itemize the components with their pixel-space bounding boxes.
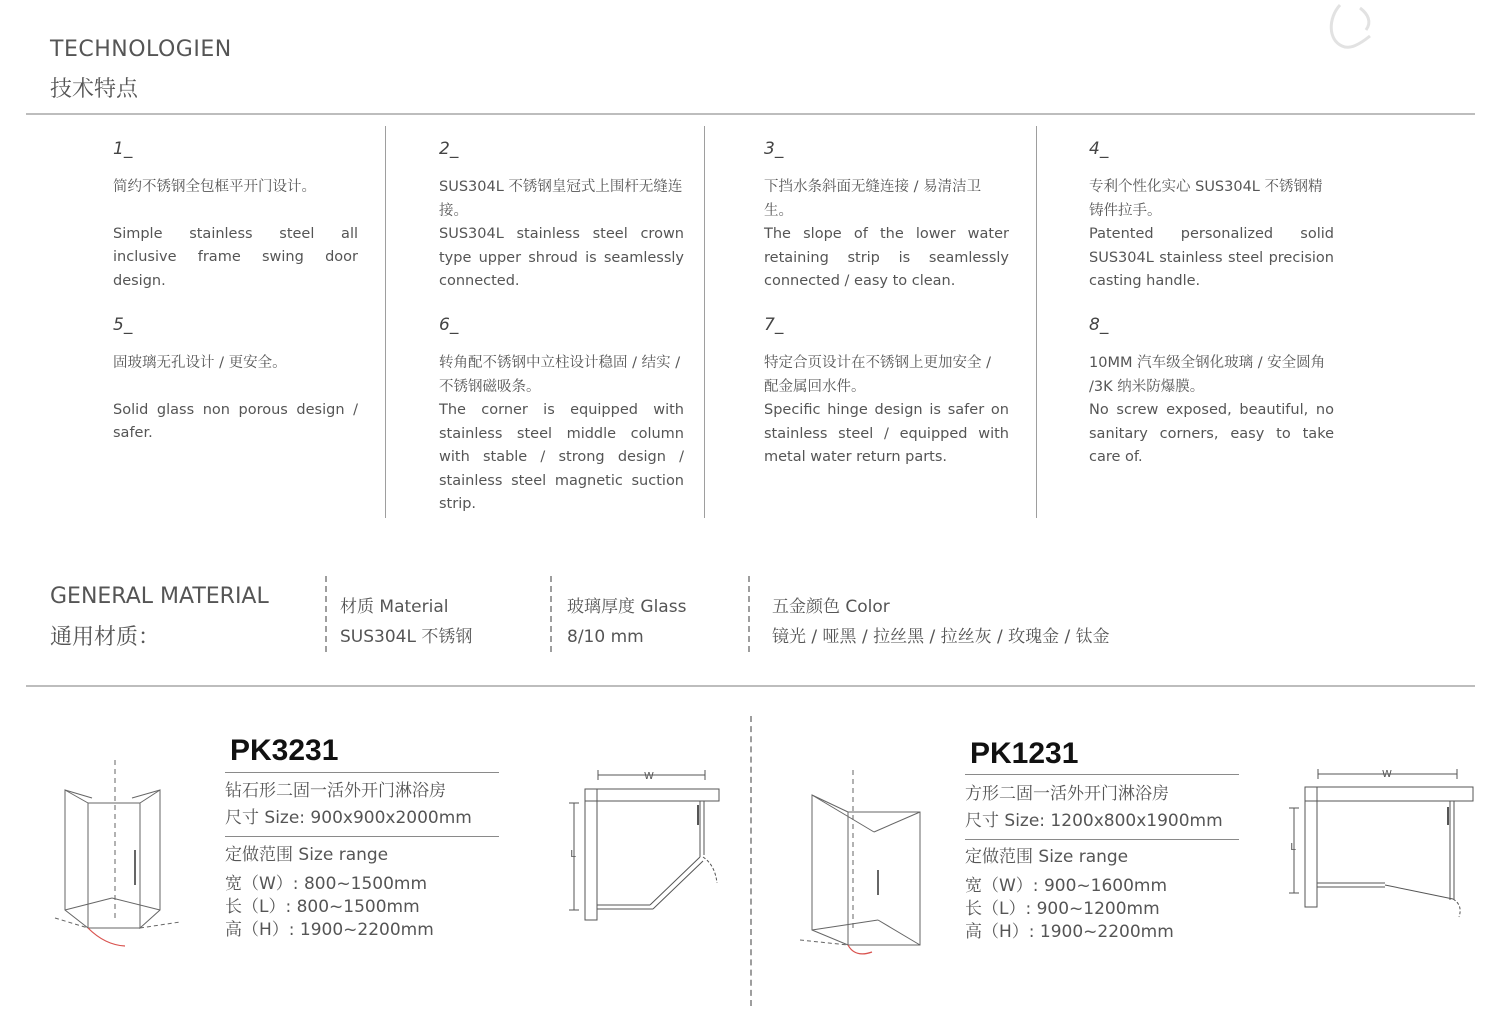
product-divider <box>750 716 752 1006</box>
feature-text-en: Solid glass non porous design / safer. <box>113 401 358 441</box>
feature-item <box>1089 314 1334 470</box>
height-range: 高（H）: 1900~2200mm <box>965 922 1174 942</box>
diamond-shower-plan-drawing <box>565 765 725 925</box>
feature-number: 1_ <box>113 139 133 159</box>
material-column <box>567 592 686 652</box>
square-shower-3d-drawing <box>800 770 940 960</box>
dim-l-label: L <box>570 849 576 860</box>
feature-item <box>113 314 358 446</box>
feature-text-cn: 特定合页设计在不锈钢上更加安全 / 配金属回水件。 <box>764 355 991 395</box>
feature-text-cn: 下挡水条斜面无缝连接 / 易清洁卫生。 <box>764 179 982 219</box>
square-shower-plan-drawing <box>1285 765 1480 925</box>
material-label: 材质 Material <box>340 597 449 617</box>
feature-item <box>1089 138 1334 294</box>
feature-text-en: The corner is equipped with stainless steel middle column with stable / strong design / stainless steel magnetic suction strip. <box>439 402 684 512</box>
dim-w-label: W <box>644 771 654 782</box>
material-divider <box>550 576 552 652</box>
feature-text-en: Specific hinge design is safer on stainless steel / equipped with metal water return parts. <box>764 402 1009 465</box>
feature-text-cn: 专利个性化实心 SUS304L 不锈钢精铸件拉手。 <box>1089 179 1323 219</box>
column-divider <box>385 126 386 518</box>
length-range: 长（L）: 900~1200mm <box>965 899 1160 919</box>
length-range: 长（L）: 800~1500mm <box>225 897 420 917</box>
material-value: SUS304L 不锈钢 <box>340 627 473 647</box>
material-title-en: GENERAL MATERIAL <box>50 584 269 609</box>
feature-item <box>764 314 1009 470</box>
product-name: 方形二固一活外开门淋浴房 <box>965 784 1169 804</box>
material-divider <box>325 576 327 652</box>
feature-text-en: The slope of the lower water retaining strip is seamlessly connected / easy to clean. <box>764 226 1009 289</box>
glass-label: 玻璃厚度 Glass <box>567 597 687 617</box>
product-title-rule <box>225 772 499 773</box>
header-divider <box>26 113 1475 115</box>
section-title-en: TECHNOLOGIEN <box>50 37 232 62</box>
product-size-rule <box>965 839 1239 840</box>
feature-text-cn: 固玻璃无孔设计 / 更安全。 <box>113 355 287 371</box>
feature-text-cn: SUS304L 不锈钢皇冠式上围杆无缝连接。 <box>439 179 683 219</box>
feature-text-en: Patented personalized solid SUS304L stainless steel precision casting handle. <box>1089 226 1334 289</box>
size-range-title: 定做范围 Size range <box>225 845 389 865</box>
section-title-cn: 技术特点 <box>50 77 139 102</box>
column-divider <box>704 126 705 518</box>
width-range: 宽（W）: 800~1500mm <box>225 874 428 894</box>
width-range: 宽（W）: 900~1600mm <box>965 876 1168 896</box>
product-code: PK3231 <box>230 734 339 767</box>
material-title-cn: 通用材质： <box>50 625 161 650</box>
feature-number: 4_ <box>1089 139 1109 159</box>
product-size-rule <box>225 836 499 837</box>
feature-text-en: SUS304L stainless steel crown type upper shroud is seamlessly connected. <box>439 226 684 289</box>
feature-text-en: Simple stainless steel all inclusive frame swing door design. <box>113 225 358 289</box>
feature-number: 5_ <box>113 315 133 335</box>
product-title-rule <box>965 774 1239 775</box>
feature-text-en: No screw exposed, beautiful, no sanitary corners, easy to take care of. <box>1089 402 1334 465</box>
material-column <box>340 592 472 652</box>
color-label: 五金颜色 Color <box>772 597 890 617</box>
feature-number: 2_ <box>439 139 459 159</box>
glass-value: 8/10 mm <box>567 627 644 647</box>
column-divider <box>1036 126 1037 518</box>
feature-item <box>439 314 684 517</box>
dim-l-label: L <box>1290 842 1296 853</box>
feature-item <box>439 138 684 294</box>
product-size: 尺寸 Size: 1200x800x1900mm <box>965 811 1223 831</box>
product-size: 尺寸 Size: 900x900x2000mm <box>225 808 472 828</box>
feature-text-cn: 简约不锈钢全包框平开门设计。 <box>113 179 316 195</box>
feature-item <box>113 138 358 293</box>
brand-mark-icon <box>1320 0 1390 60</box>
feature-number: 3_ <box>764 139 784 159</box>
feature-number: 7_ <box>764 315 784 335</box>
product-name: 钻石形二固一活外开门淋浴房 <box>225 781 446 801</box>
feature-item <box>764 138 1009 294</box>
material-divider-line <box>26 685 1475 687</box>
height-range: 高（H）: 1900~2200mm <box>225 920 434 940</box>
material-divider <box>748 576 750 652</box>
diamond-shower-3d-drawing <box>50 760 190 955</box>
size-range-title: 定做范围 Size range <box>965 847 1129 867</box>
material-column <box>772 592 1110 652</box>
feature-number: 6_ <box>439 315 459 335</box>
feature-text-cn: 转角配不锈钢中立柱设计稳固 / 结实 / 不锈钢磁吸条。 <box>439 355 681 395</box>
feature-text-cn: 10MM 汽车级全钢化玻璃 / 安全圆角 /3K 纳米防爆膜。 <box>1089 355 1326 395</box>
feature-number: 8_ <box>1089 315 1109 335</box>
product-code: PK1231 <box>970 737 1079 770</box>
dim-w-label: W <box>1382 769 1392 780</box>
color-value: 镜光 / 哑黑 / 拉丝黑 / 拉丝灰 / 玫瑰金 / 钛金 <box>772 627 1110 647</box>
